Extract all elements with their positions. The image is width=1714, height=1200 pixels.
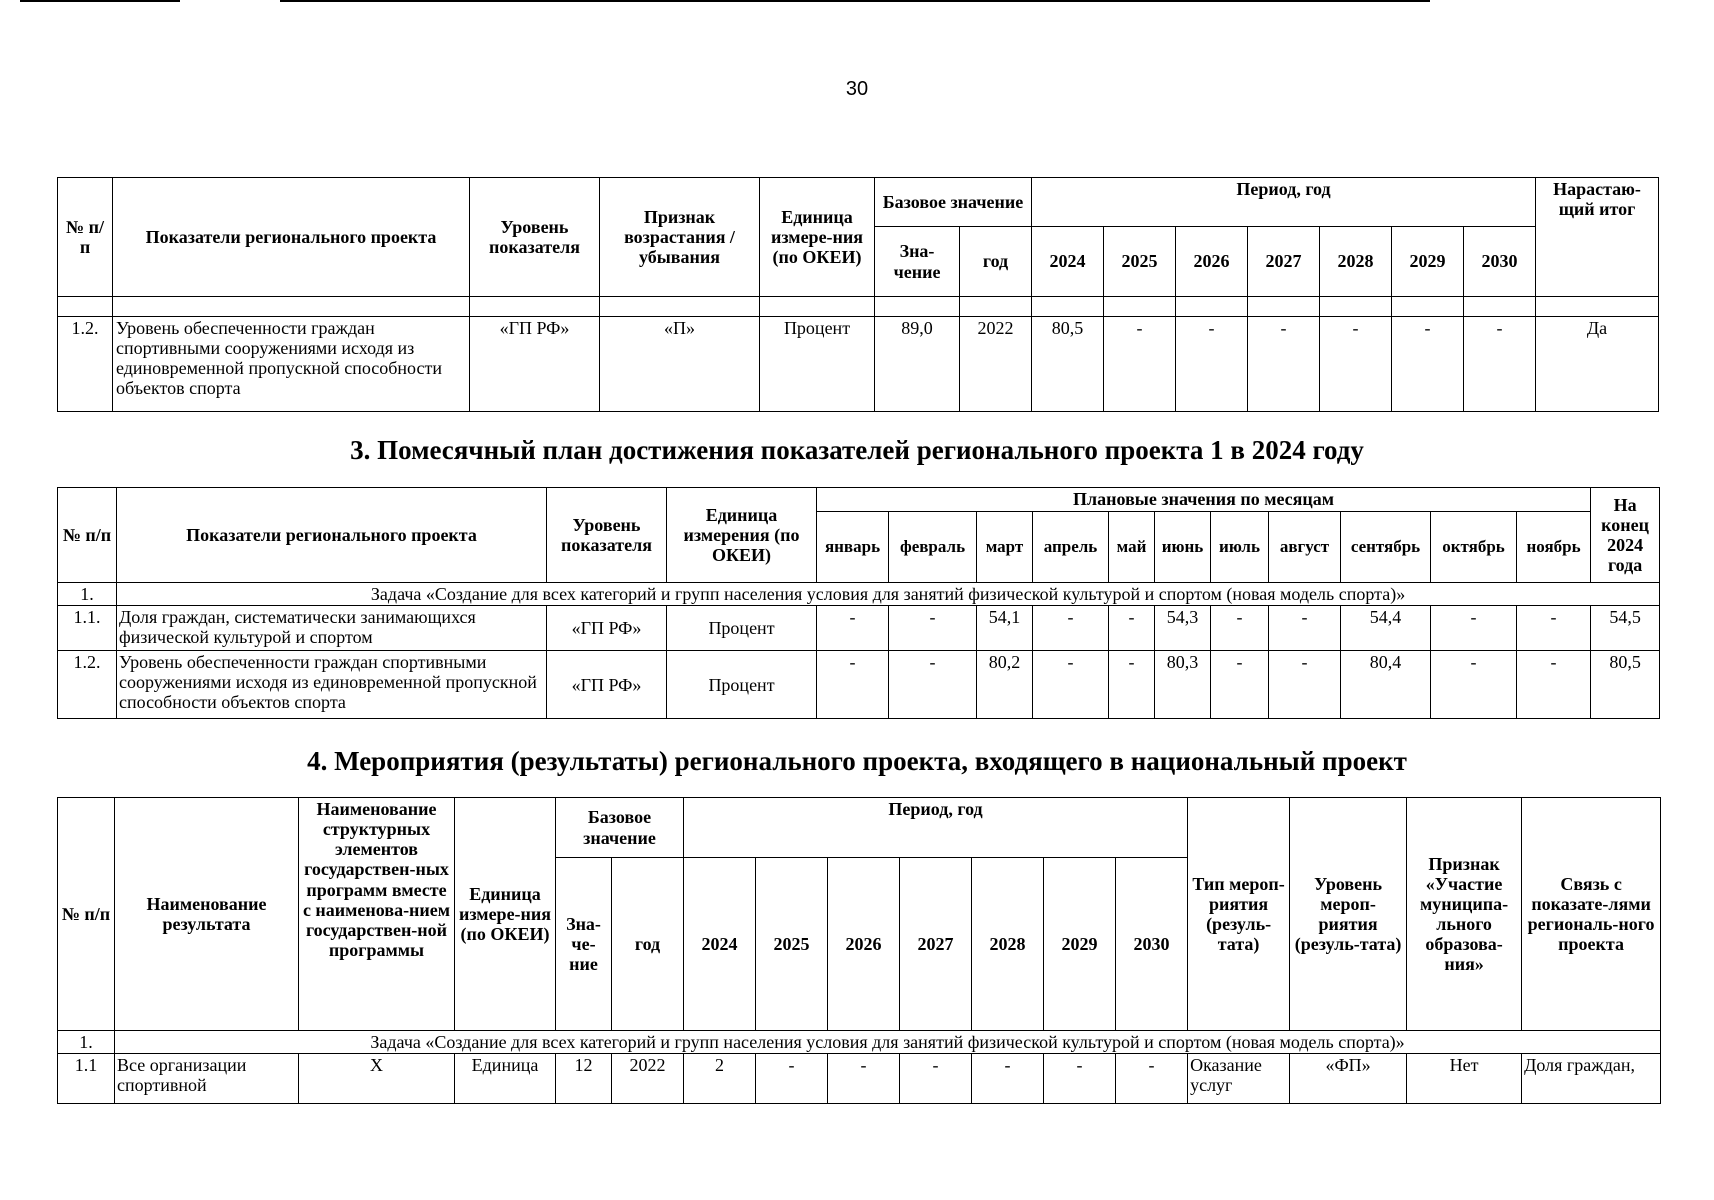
header-period: Период, год [1032, 178, 1536, 227]
task-row [58, 1031, 1661, 1054]
header-unit: Единица измере-ния (по ОКЕИ) [760, 178, 875, 297]
header-num: № п/п [58, 798, 115, 1031]
header-base-year: год [612, 858, 684, 1031]
row-base-year: 2022 [612, 1054, 684, 1104]
row-num: 1.2. [58, 317, 113, 412]
row-level: «ГП РФ» [547, 606, 667, 651]
row-month-value: - [1033, 651, 1109, 719]
header-result: Наименование результата [115, 798, 299, 1031]
row-month-value: 54,3 [1155, 606, 1211, 651]
header-base: Базовое значение [875, 178, 1032, 227]
indicators-table [57, 177, 1659, 412]
results-table [57, 797, 1661, 1104]
header-base-year: год [960, 227, 1032, 297]
row-municipal: Нет [1407, 1054, 1522, 1104]
row-base-value: 89,0 [875, 317, 960, 412]
header-year: 2028 [1320, 227, 1392, 297]
row-value: - [1464, 317, 1536, 412]
table-row [58, 651, 1660, 719]
task-text: Задача «Создание для всех категорий и групп населения условия для занятий физической культурой и спортом (новая модель спорта)» [115, 1031, 1661, 1054]
header-year: 2028 [972, 858, 1044, 1031]
row-month-value: - [1211, 606, 1269, 651]
page-number: 30 [845, 78, 869, 100]
header-year: 2024 [1032, 227, 1104, 297]
row-month-value: - [1109, 606, 1155, 651]
row-month-value: 80,4 [1341, 651, 1431, 719]
row-value: - [1116, 1054, 1188, 1104]
task-row [58, 583, 1660, 606]
header-type: Тип мероп-риятия (резуль-тата) [1188, 798, 1290, 1031]
section-3-title: 3. Помесячный план достижения показателей регионального проекта 1 в 2024 году [350, 435, 1364, 465]
row-month-value: 80,2 [977, 651, 1033, 719]
row-structural: Х [299, 1054, 455, 1104]
row-value: - [1176, 317, 1248, 412]
top-edge-line [20, 0, 180, 2]
header-month: февраль [889, 512, 977, 583]
table-row [58, 606, 1660, 651]
header-year: 2029 [1044, 858, 1116, 1031]
row-unit: Процент [760, 317, 875, 412]
header-year: 2026 [1176, 227, 1248, 297]
header-level: Уровень мероп-риятия (резуль-тата) [1290, 798, 1407, 1031]
row-sign: «П» [600, 317, 760, 412]
header-year: 2027 [1248, 227, 1320, 297]
row-month-value: - [1517, 606, 1591, 651]
row-value: 80,5 [1032, 317, 1104, 412]
row-month-value: 54,4 [1341, 606, 1431, 651]
row-value: - [972, 1054, 1044, 1104]
header-month: июнь [1155, 512, 1211, 583]
header-month: август [1269, 512, 1341, 583]
row-month-value: 54,1 [977, 606, 1033, 651]
header-year: 2027 [900, 858, 972, 1031]
header-level: Уровень показателя [470, 178, 600, 297]
header-sign: Признак возрастания / убывания [600, 178, 760, 297]
row-indicator: Уровень обеспеченности граждан спортивными сооружениями исходя из единовременной пропускной способности объектов спорта [113, 317, 470, 412]
row-month-value: - [1431, 606, 1517, 651]
header-month: апрель [1033, 512, 1109, 583]
row-month-value: - [1269, 606, 1341, 651]
header-period: Период, год [684, 798, 1188, 858]
header-cumulative: Нарастаю-щий итог [1536, 178, 1659, 297]
header-link: Связь с показате-лями региональ-ного проекта [1522, 798, 1661, 1031]
row-level: «ГП РФ» [547, 651, 667, 719]
row-value: - [1392, 317, 1464, 412]
header-municipal: Признак «Участие муниципа-льного образова-ния» [1407, 798, 1522, 1031]
row-value: - [1104, 317, 1176, 412]
row-month-value: - [817, 606, 889, 651]
header-month: октябрь [1431, 512, 1517, 583]
header-year: 2029 [1392, 227, 1464, 297]
row-month-value: - [889, 651, 977, 719]
row-num: 1.2. [58, 651, 117, 719]
header-year: 2030 [1116, 858, 1188, 1031]
header-level: Уровень показателя [547, 488, 667, 583]
row-unit: Процент [667, 651, 817, 719]
row-value: - [1044, 1054, 1116, 1104]
row-value: - [828, 1054, 900, 1104]
row-cumulative: Да [1536, 317, 1659, 412]
row-unit: Процент [667, 606, 817, 651]
top-edge-line [280, 0, 1430, 2]
row-month-value: - [1033, 606, 1109, 651]
row-month-value: - [817, 651, 889, 719]
row-end-value: 54,5 [1591, 606, 1660, 651]
task-num: 1. [58, 583, 117, 606]
row-level: «ФП» [1290, 1054, 1407, 1104]
row-base-value: 12 [556, 1054, 612, 1104]
header-month: сентябрь [1341, 512, 1431, 583]
header-month: ноябрь [1517, 512, 1591, 583]
header-structural: Наименование структурных элементов государствен-ных программ вместе с наименова-нием государствен-ной программы [299, 798, 455, 1031]
header-month: июль [1211, 512, 1269, 583]
task-text: Задача «Создание для всех категорий и групп населения условия для занятий физической культурой и спортом (новая модель спорта)» [117, 583, 1660, 606]
header-year: 2026 [828, 858, 900, 1031]
task-num: 1. [58, 1031, 115, 1054]
header-month: март [977, 512, 1033, 583]
row-unit: Единица [455, 1054, 556, 1104]
row-value: - [900, 1054, 972, 1104]
header-num: № п/п [58, 488, 117, 583]
row-value: - [1248, 317, 1320, 412]
row-value: - [756, 1054, 828, 1104]
header-year: 2025 [1104, 227, 1176, 297]
row-month-value: - [1109, 651, 1155, 719]
header-monthly: Плановые значения по месяцам [817, 488, 1591, 512]
header-indicator: Показатели регионального проекта [113, 178, 470, 297]
monthly-plan-table [57, 487, 1660, 719]
header-year: 2024 [684, 858, 756, 1031]
row-result: Все организации спортивной [115, 1054, 299, 1104]
header-base-value: Зна-чение [875, 227, 960, 297]
header-indicator: Показатели регионального проекта [117, 488, 547, 583]
header-base-value: Зна-че-ние [556, 858, 612, 1031]
header-month: январь [817, 512, 889, 583]
section-4-title: 4. Мероприятия (результаты) регионального проекта, входящего в национальный проект [307, 746, 1407, 776]
row-month-value: - [889, 606, 977, 651]
row-month-value: - [1269, 651, 1341, 719]
row-end-value: 80,5 [1591, 651, 1660, 719]
row-indicator: Уровень обеспеченности граждан спортивными сооружениями исходя из единовременной пропускной способности объектов спорта [117, 651, 547, 719]
row-value: - [1320, 317, 1392, 412]
row-month-value: - [1517, 651, 1591, 719]
header-end: На конец 2024 года [1591, 488, 1660, 583]
row-num: 1.1 [58, 1054, 115, 1104]
header-unit: Единица измерения (по ОКЕИ) [667, 488, 817, 583]
row-value: 2 [684, 1054, 756, 1104]
row-num: 1.1. [58, 606, 117, 651]
table-row [58, 317, 1659, 412]
row-month-value: - [1211, 651, 1269, 719]
header-num: № п/п [58, 178, 113, 297]
row-base-year: 2022 [960, 317, 1032, 412]
row-indicator: Доля граждан, систематически занимающихся физической культурой и спортом [117, 606, 547, 651]
empty-row [58, 297, 1659, 317]
table-row [58, 1054, 1661, 1104]
header-year: 2025 [756, 858, 828, 1031]
row-month-value: 80,3 [1155, 651, 1211, 719]
row-link: Доля граждан, [1522, 1054, 1661, 1104]
header-year: 2030 [1464, 227, 1536, 297]
row-level: «ГП РФ» [470, 317, 600, 412]
header-base: Базовое значение [556, 798, 684, 858]
header-month: май [1109, 512, 1155, 583]
row-month-value: - [1431, 651, 1517, 719]
header-unit: Единица измере-ния (по ОКЕИ) [455, 798, 556, 1031]
row-type: Оказание услуг [1188, 1054, 1290, 1104]
